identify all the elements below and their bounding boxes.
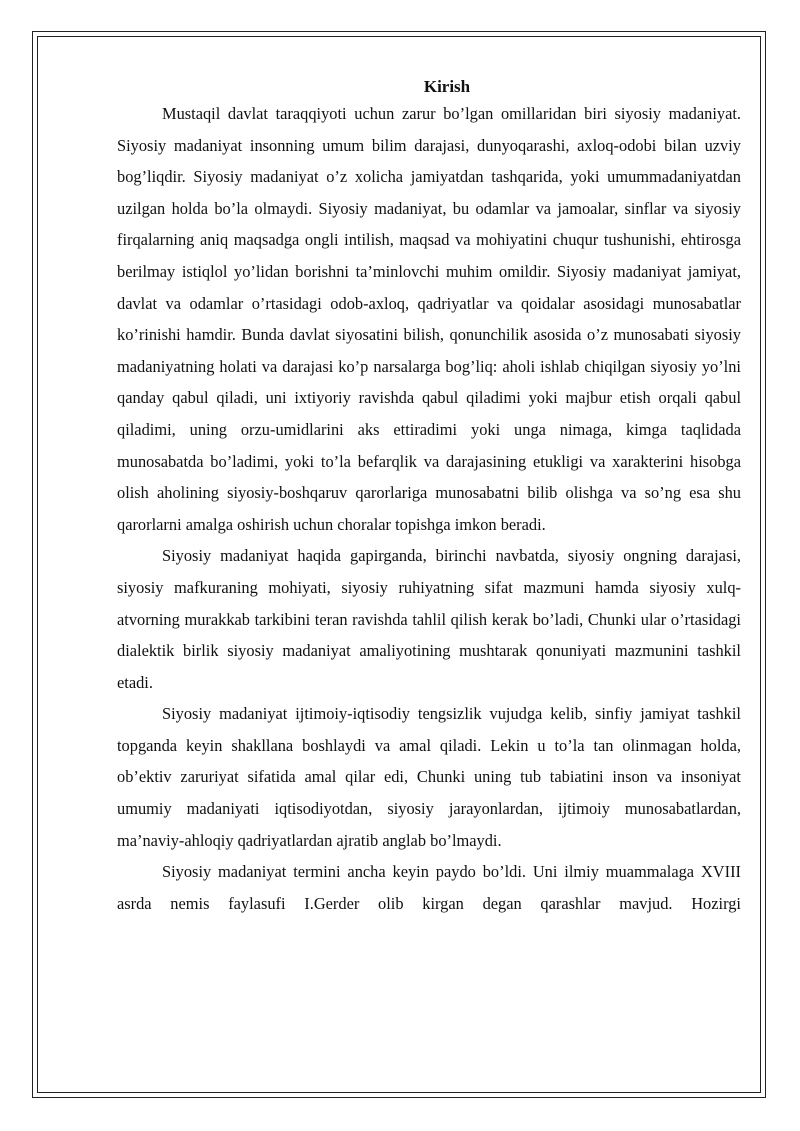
paragraph-1: Mustaqil davlat taraqqiyoti uchun zarur bo’lgan omillaridan biri siyosiy madaniyat. Siyosiy madaniyat insonning umum bilim darajasi, dunyoqarashi, axloq-odobi bilan uzviy bog’liqdir. Siyosiy madaniyat o’z xolicha jamiyatdan tashqarida, yoki umummadaniyatdan uzilgan holda bo’la olmaydi. Siyosiy madaniyat, bu odamlar va jamoalar, sinflar va siyosiy firqalarning aniq maqsadga ongli intilish, maqsad va mohiyatini chuqur tushunishi, ehtirosga berilmay istiqlol yo’lidan borishni ta’minlovchi muhim omildir. Siyosiy madaniyat jamiyat, davlat va odamlar o’rtasidagi odob-axloq, qadriyatlar va qoidalar asosidagi munosabatlar ko’rinishi hamdir. Bunda davlat siyosatini bilish, qonunchilik asosida o’z munosabati siyosiy madaniyatning holati va darajasi ko’p narsalarga bog’liq: aholi ishlab chiqilgan siyosiy yo’lni qanday qabul qiladi, uni ixtiyoriy ravishda qabul qiladimi yoki majbur etish orqali qabul qiladimi, uning orzu-umidlarini aks ettiradimi yoki unga nimaga, kimga taqlidada munosabatda bo’ladimi, yoki to’la befarqlik va darajasining etukligi va xarakterini hisobga olish aholining siyosiy-boshqaruv qarorlariga munosabatni bilib olishga va so’ng esa shu qarorlarni amalga oshirish uchun choralar topishga imkon beradi. (117, 104, 741, 534)
paragraph-4: Siyosiy madaniyat termini ancha keyin paydo bo’ldi. Uni ilmiy muammalaga XVIII asrda nemis faylasufi I.Gerder olib kirgan degan qarashlar mavjud. Hozirgi (117, 862, 741, 913)
paragraph-2: Siyosiy madaniyat haqida gapirganda, birinchi navbatda, siyosiy ongning darajasi, siyosiy mafkuraning mohiyati, siyosiy ruhiyatning sifat mazmuni hamda siyosiy xulq-atvorning murakkab tarkibini teran ravishda tahlil qilish kerak bo’ladi, Chunki ular o’rtasidagi dialektik birlik siyosiy madaniyat amaliyotining mushtarak qonuniyati mazmunini tashkil etadi. (117, 546, 741, 692)
paragraph-3: Siyosiy madaniyat ijtimoiy-iqtisodiy tengsizlik vujudga kelib, sinfiy jamiyat tashkil topganda keyin shakllana boshlaydi va amal qiladi. Lekin u to’la tan olinmagan holda, ob’ektiv zaruriyat sifatida amal qilar edi, Chunki uning tub tabiatini inson va insoniyat umumiy madaniyati iqtisodiyotdan, siyosiy jarayonlardan, ijtimoiy munosabatlardan, ma’naviy-ahloqiy qadriyatlardan ajratib anglab bo’lmaydi. (117, 704, 741, 850)
document-title: Kirish (423, 77, 471, 96)
document-body (117, 76, 741, 1076)
